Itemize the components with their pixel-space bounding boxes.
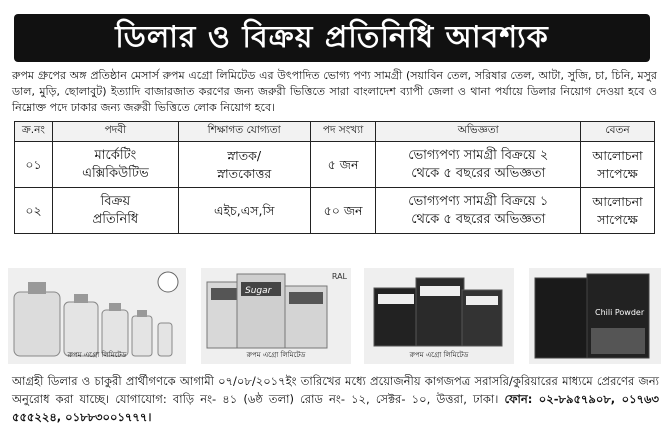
salary-line: আলোচনা bbox=[592, 193, 643, 209]
col-header-education: শিক্ষাগত যোগ্যতা bbox=[178, 122, 310, 142]
tea-packs-image bbox=[364, 268, 514, 364]
serial-cell: ০২ bbox=[15, 188, 53, 234]
education-line: এইচ,এস,সি bbox=[214, 202, 275, 218]
title-line: মার্কেটিং bbox=[94, 147, 137, 163]
brand-caption: রুপম এগ্রো লিমিটেড bbox=[67, 351, 127, 359]
brand-caption: রুপম এগ্রো লিমিটেড bbox=[246, 351, 306, 359]
experience-line: ভোগ্যপণ্য সামগ্রী বিক্রয়ে ২ bbox=[408, 147, 549, 163]
table-row bbox=[15, 142, 655, 188]
experience-line: ভোগ্যপণ্য সামগ্রী বিক্রয়ে ১ bbox=[408, 193, 549, 209]
table-header-row bbox=[15, 122, 655, 142]
footer-phone: ফোন: ০২-৮৯৫৭৯০৮, ০১৭৬৩ ৫৫৫২২৪, ০১৮৮৩০০১৭৭৭। bbox=[12, 392, 660, 424]
count-cell: ৫ জন bbox=[310, 142, 376, 188]
title-cell bbox=[52, 142, 178, 188]
title-line: বিক্রয় bbox=[100, 193, 131, 209]
table-row bbox=[15, 188, 655, 234]
headline: ডিলার ও বিক্রয় প্রতিনিধি আবশ্যক bbox=[115, 19, 549, 55]
product-images-strip bbox=[8, 268, 661, 368]
salary-cell bbox=[581, 188, 655, 234]
intro-paragraph: রুপম গ্রুপের অঙ্গ প্রতিষ্ঠান মেসার্স রুপম এগ্রো লিমিটেড এর উৎপাদিত ভোগ্য পণ্য সামগ্রী (সয়াবিন তেল, সরিষার তেল, আটা, সুজি, চা, চিনি, মসুর ডাল, মুড়ি, ছোলাবুট) ইত্যাদি বাজারজাত করণের জন্য জরুরী ভিত্তিতে সারা বাংলাদেশ ব্যাপী জেলা ও থানা পর্যায়ে ডিলার নিয়োগ দেওয়া হবে ও নিম্নোক্ত পদে ঢাকার জন্য জরুরী ভিত্তিতে লোক নিয়োগ হবে। bbox=[12, 69, 657, 114]
col-header-experience: অভিজ্ঞতা bbox=[376, 122, 581, 142]
chili-label: Chili Powder bbox=[595, 308, 645, 317]
title-line: প্রতিনিধি bbox=[92, 211, 139, 227]
salary-cell bbox=[581, 142, 655, 188]
col-header-salary: বেতন bbox=[581, 122, 655, 142]
salary-line: আলোচনা bbox=[592, 147, 643, 163]
title-cell bbox=[52, 188, 178, 234]
oil-bottles-image bbox=[8, 268, 186, 364]
salary-line: সাপেক্ষে bbox=[597, 211, 638, 227]
headline-banner bbox=[14, 14, 650, 62]
count-cell: ৫০ জন bbox=[310, 188, 376, 234]
experience-line: থেকে ৫ বছরের অভিজ্ঞতা bbox=[411, 211, 546, 227]
footer-text: আগ্রহী ডিলার ও চাকুরী প্রার্থীগণকে আগামী ০৭/০৮/২০১৭ইং তারিখের মধ্যে প্রয়োজনীয় কাগজপত্র সরাসরি/কুরিয়ারের মাধ্যমে প্রেরণের জন্য অনুরোধ করা যাচ্ছে। যোগাযোগ: বাড়ি নং- ৪১ (৬ষ্ঠ তলা) রোড নং- ১২, সেক্টর- ১০, উত্তরা, ঢাকা। bbox=[12, 374, 659, 406]
ral-logo: RAL bbox=[331, 272, 347, 281]
title-line: এক্সিকিউটিভ bbox=[82, 165, 149, 181]
col-header-count: পদ সংখ্যা bbox=[310, 122, 376, 142]
education-cell bbox=[178, 142, 310, 188]
education-cell bbox=[178, 188, 310, 234]
col-header-serial: ক্র.নং bbox=[15, 122, 53, 142]
experience-cell bbox=[376, 188, 581, 234]
jobs-table bbox=[14, 121, 655, 234]
footer-paragraph bbox=[12, 372, 659, 426]
experience-line: থেকে ৫ বছরের অভিজ্ঞতা bbox=[411, 165, 546, 181]
chili-powder-image bbox=[529, 268, 661, 364]
col-header-title: পদবী bbox=[52, 122, 178, 142]
salary-line: সাপেক্ষে bbox=[597, 165, 638, 181]
education-line: স্নাতক/ bbox=[227, 147, 262, 163]
sugar-label: Sugar bbox=[245, 286, 272, 296]
experience-cell bbox=[376, 142, 581, 188]
serial-cell: ০১ bbox=[15, 142, 53, 188]
education-line: স্নাতকোত্তর bbox=[217, 165, 272, 181]
brand-caption: রুপম এগ্রো লিমিটেড bbox=[409, 351, 469, 359]
sugar-packs-image bbox=[201, 268, 351, 364]
